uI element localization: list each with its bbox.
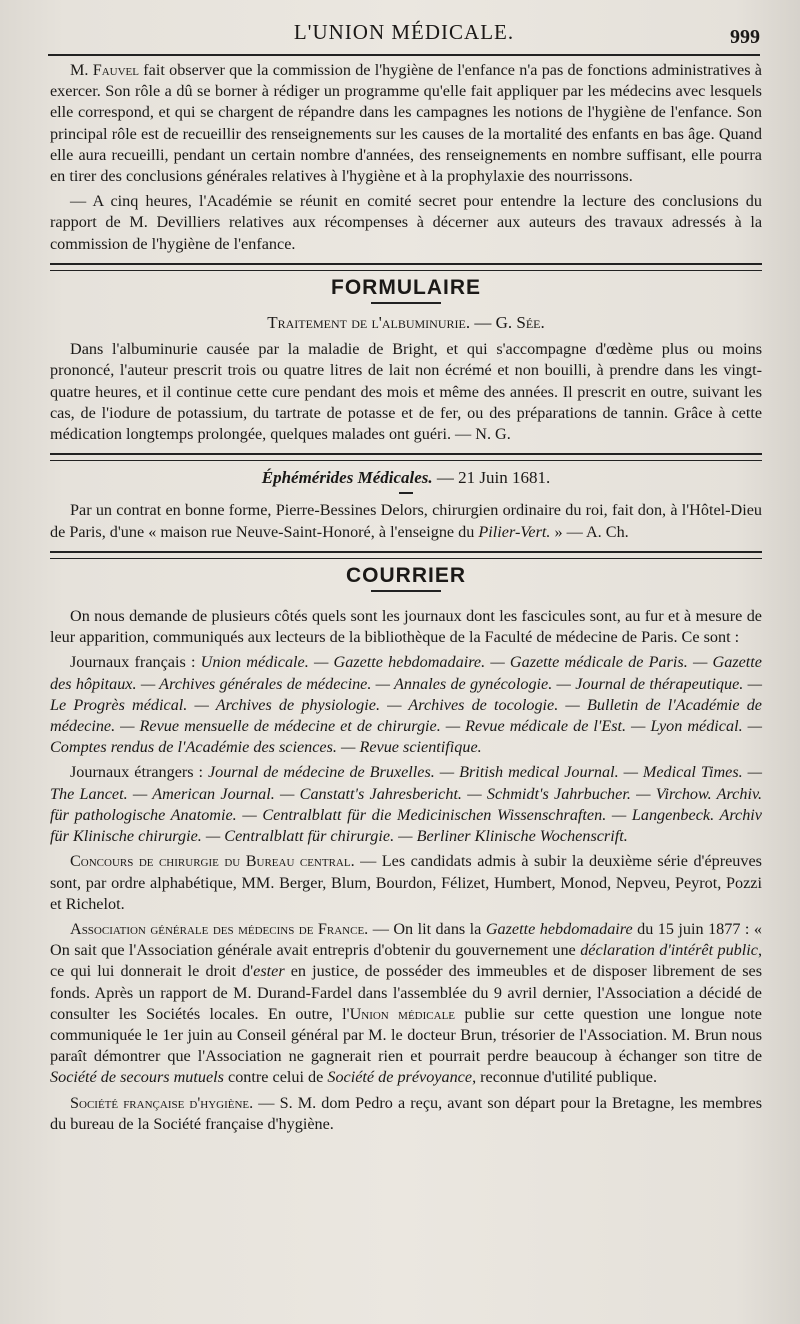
association-text: — On lit dans la — [368, 919, 486, 938]
courrier-intro: On nous demande de plusieurs côtés quels sont les journaux dont les fascicules sont, au fur et à mesure de leur apparition, communiqués aux lecteurs de la bibliothèque de la Faculté de médecine de Paris. Ce sont : — [50, 607, 762, 647]
fauvel-text: fait observer que la commission de l'hygiène de l'enfance n'a pas de fonctions administratives à exercer. Son rôle a dû se borner à rédiger un programme qu'elle fait appliquer par les médecins avec lesquels elle correspond, et qui se chargent de répandre dans les campagnes les notions de l'hygiène de l'enfance. Son principal rôle est de recueillir des renseignements sur les causes de la mortalité des enfants en bas âge. Quand elle aura recueilli, pendant un certain nombre d'années, des renseignements en nombre suffisant, elle pourra en tirer des conclusions générales relatives à l'hygiène et à la prophylaxie des nourrissons. — [50, 61, 762, 186]
fauvel-name: M. Fauvel — [70, 61, 139, 79]
ephemerides-text-b: » — A. Ch. — [550, 522, 629, 541]
association-declaration: déclaration d'intérêt public — [580, 941, 758, 960]
ephemerides-text-italic: Pilier-Vert. — [478, 522, 551, 541]
concours-text: — Les candidats admis à subir la deuxième série d'épreuves sont, par ordre alphabétique, MM. Berger, Blum, Bourdon, Félizet, Humbert, Monod, Nepveu, Peyrot, Pozzi et Richelot. — [50, 852, 762, 913]
header-rule — [48, 54, 760, 56]
ephemerides-date: — 21 Juin 1681. — [432, 468, 551, 488]
running-title: L'UNION MÉDICALE. — [293, 20, 515, 44]
title-underline — [371, 590, 441, 592]
association-text: publie sur cette question une longue note communiquée le 1er juin au Conseil général par M. le docteur Brun, trésorier de l'Association. M. Brun nous paraît démontrer que l'Association ne gagnerait rien et pourrait perdre beaucoup à échanger son titre de — [50, 1004, 762, 1066]
societe-text: — S. M. dom Pedro a reçu, avant son départ pour la Bretagne, les membres du bureau de la Société française d'hygiène. — [50, 1093, 762, 1133]
formulaire-text: Dans l'albuminurie causée par la maladie de Bright, et qui s'accompagne d'œdème plus ou moins prononcé, l'auteur prescrit trois ou quatre litres de lait non écrémé et non bouilli, à prendre dans les vingt-quatre heures, et il continue cette cure pendant des mois et même des années. Il prescrit en outre, suivant les cas, de l'iodure de potassium, du tartrate de potasse et de fer, ou des préparations de tannin. Grâce à cette médication longtemps prolongée, quelques malades ont guéri. — N. G. — [50, 340, 762, 444]
comite-paragraph: — A cinq heures, l'Académie se réunit en comité secret pour entendre la lecture des conclusions du rapport de M. Devilliers relatives aux récompenses à décerner aux auteurs des travaux adressés à la commission de l'hygiène de l'enfance. — [50, 192, 762, 253]
association-paragraph — [50, 919, 762, 1089]
association-label: Association générale des médecins de France. — [70, 919, 369, 938]
concours-paragraph — [50, 851, 762, 915]
courrier-title: COURRIER — [345, 563, 466, 587]
ephemerides-text-a: Par un contrat en bonne forme, Pierre-Bessines Delors, chirurgien ordinaire du roi, fait don, à l'Hôtel-Dieu de Paris, d'une « maison rue Neuve-Saint-Honoré, à l'enseigne du — [50, 501, 762, 541]
page-content — [50, 60, 762, 1139]
page-header — [48, 16, 760, 50]
journaux-francais-list: Union médicale. — Gazette hebdomadaire. — Gazette médicale de Paris. — Gazette des hôpitaux. — Archives générales de médecine. — Annales de gynécologie. — Journal de thérapeutique. — Le Progrès médical. — Archives de physiologie. — Archives de tocologie. — Bulletin de l'Académie de médecine. — Revue mensuelle de médecine et de chirurgie. — Revue médicale de l'Est. — Lyon médical. — Comptes rendus de l'Académie des sciences. — Revue scientifique. — [50, 653, 762, 757]
title-dash — [399, 492, 413, 494]
fauvel-paragraph — [50, 60, 762, 187]
association-secours: Société de secours mutuels — [50, 1068, 224, 1087]
journaux-francais — [50, 652, 762, 758]
section-divider — [50, 453, 762, 461]
association-gazette: Gazette hebdomadaire — [485, 919, 633, 938]
concours-label: Concours de chirurgie du Bureau central. — [70, 852, 355, 871]
societe-label: Société française d'hygiène. — [70, 1093, 254, 1112]
association-text: du 15 juin 1877 : « On sait que l'Association générale avait entrepris d'obtenir du gouvernement une — [50, 919, 762, 960]
journaux-etrangers-label: Journaux étrangers : — [70, 763, 208, 782]
association-union: Union médicale — [349, 1004, 456, 1023]
journaux-etrangers — [50, 762, 762, 847]
section-divider — [50, 263, 762, 271]
association-text: , reconnue d'utilité publique. — [472, 1068, 658, 1087]
ephemerides-text — [50, 500, 762, 542]
societe-paragraph — [50, 1093, 762, 1135]
page-number: 999 — [730, 26, 760, 48]
ephemerides-title — [50, 467, 762, 488]
ephemerides-heading: Éphémérides Médicales. — [261, 468, 433, 488]
association-text: , ce qui lui donnerait le droit d' — [50, 941, 763, 981]
journaux-etrangers-list: Journal de médecine de Bruxelles. — British medical Journal. — Medical Times. — The Lancet. — American Journal. — Canstatt's Jahresbericht. — Schmidt's Jahrbucher. — Virchow. Archiv. für pathologische Anatomie. — Centralblatt für die Medicinischen Wissenschraften. — Langenbeck. Archiv für Klinische chirurgie. — Centralblatt für chirurgie. — Berliner Klinische Wochenscrift. — [50, 763, 762, 846]
journaux-francais-label: Journaux français : — [70, 653, 201, 672]
formulaire-subtitle: Traitement de l'albuminurie. — G. Sée. — [267, 313, 545, 333]
association-ester: ester — [253, 962, 285, 981]
association-text: en justice, de posséder des immeubles et de disposer librement de ses fonds. Après un rapport de M. Durand-Fardel dans l'assemblée du 9 avril dernier, l'Association a décidé de consulter les Sociétés locales. En outre, l' — [50, 962, 762, 1023]
title-underline — [371, 302, 441, 304]
association-text: contre celui de — [223, 1068, 328, 1087]
association-prevoyance: Société de prévoyance — [327, 1068, 473, 1087]
section-divider — [50, 551, 762, 559]
formulaire-title: FORMULAIRE — [331, 275, 481, 299]
